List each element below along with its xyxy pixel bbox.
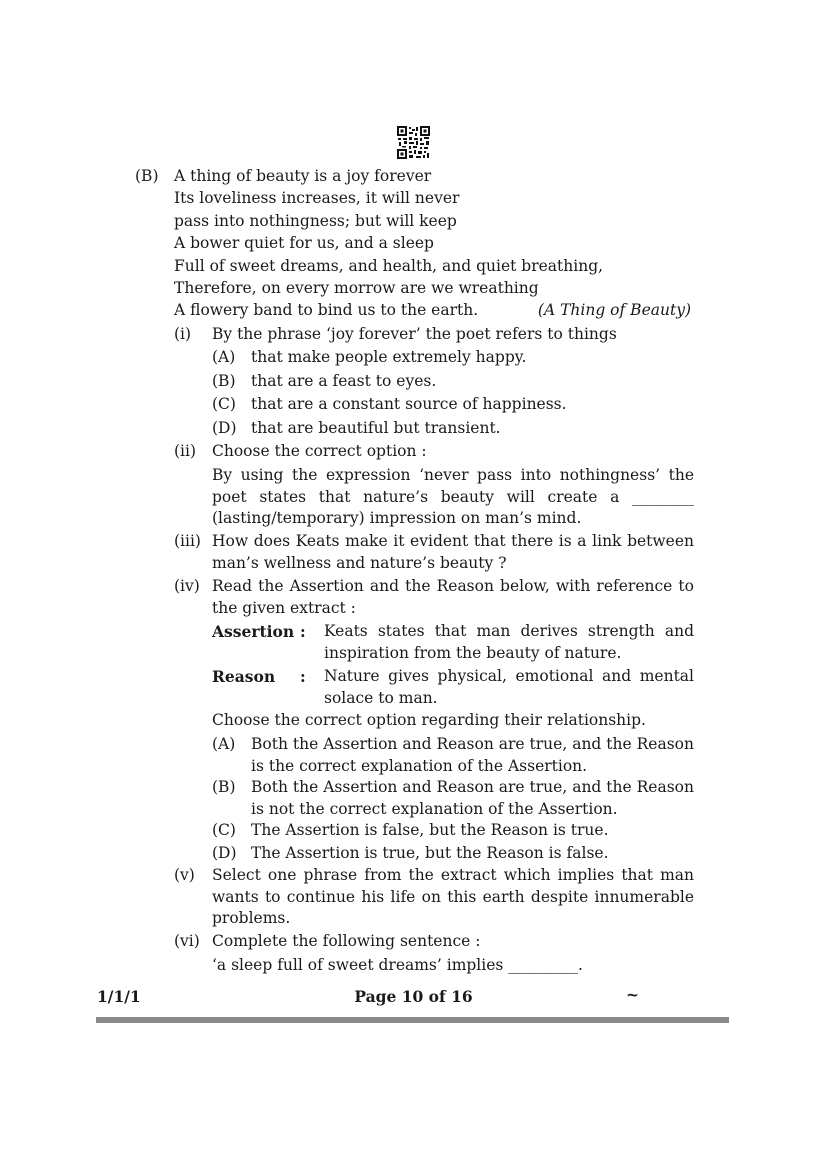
option-label: (D): [212, 844, 237, 862]
footer-mark: ~: [626, 985, 639, 1004]
option-label: (A): [212, 348, 236, 366]
footer-divider: [96, 1017, 729, 1023]
option-label: (B): [212, 778, 236, 796]
option-text: that are a feast to eyes.: [251, 372, 437, 390]
question-number: (iv): [174, 577, 200, 595]
option-text: that make people extremely happy.: [251, 348, 527, 366]
question-text: Select one phrase from the extract which implies that man wants to continue his life on this earth despite innumerable problems.: [212, 866, 694, 927]
poem-line: A flowery band to bind us to the earth.: [174, 301, 479, 319]
page-number: Page 10 of 16: [354, 987, 473, 1006]
reason-label: Reason: [212, 667, 276, 686]
option-text: The Assertion is true, but the Reason is false.: [251, 844, 609, 862]
question-instruction: Choose the correct option regarding their relationship.: [212, 711, 646, 729]
question-text: How does Keats make it evident that there is a link between man’s wellness and nature’s beauty ?: [212, 532, 694, 572]
question-number: (ii): [174, 442, 197, 460]
question-body: ‘a sleep full of sweet dreams’ implies _________.: [212, 956, 583, 974]
option-text: Both the Assertion and Reason are true, and the Reason is the correct explanation of the Assertion.: [251, 735, 694, 775]
option-text: The Assertion is false, but the Reason is true.: [251, 821, 609, 839]
poem-line: pass into nothingness; but will keep: [174, 212, 457, 230]
assertion-text: Keats states that man derives strength and inspiration from the beauty of nature.: [324, 622, 694, 662]
poem-line: Its loveliness increases, it will never: [174, 189, 460, 207]
option-label: (D): [212, 419, 237, 437]
option-label: (C): [212, 821, 236, 839]
option-text: Both the Assertion and Reason are true, and the Reason is not the correct explanation of the Assertion.: [251, 778, 694, 818]
option-text: that are beautiful but transient.: [251, 419, 501, 437]
option-text: that are a constant source of happiness.: [251, 395, 567, 413]
poem-line: A bower quiet for us, and a sleep: [174, 234, 434, 252]
paper-code: 1/1/1: [97, 987, 141, 1006]
reason-colon: :: [300, 667, 306, 686]
question-text: Complete the following sentence :: [212, 932, 481, 950]
reason-text: Nature gives physical, emotional and mental solace to man.: [324, 667, 694, 707]
option-label: (A): [212, 735, 236, 753]
question-text: Read the Assertion and the Reason below, with reference to the given extract :: [212, 577, 694, 617]
option-label: (C): [212, 395, 236, 413]
question-body: By using the expression ‘never pass into nothingness’ the poet states that nature’s beauty will create a ________ (lasting/temporary) impression on man’s mind.: [212, 466, 694, 527]
question-number: (vi): [174, 932, 200, 950]
poem-source: (A Thing of Beauty): [537, 301, 691, 319]
question-number: (v): [174, 866, 195, 884]
question-text: Choose the correct option :: [212, 442, 427, 460]
poem-line: Therefore, on every morrow are we wreathing: [174, 279, 539, 297]
assertion-colon: :: [300, 622, 306, 641]
poem-line: Full of sweet dreams, and health, and quiet breathing,: [174, 257, 604, 275]
question-number: (i): [174, 325, 192, 343]
poem-line: A thing of beauty is a joy forever: [174, 167, 432, 185]
section-label: (B): [135, 167, 159, 185]
qr-code-icon: [397, 126, 430, 159]
question-number: (iii): [174, 532, 201, 550]
option-label: (B): [212, 372, 236, 390]
question-text: By the phrase ‘joy forever’ the poet refers to things: [212, 325, 617, 343]
assertion-label: Assertion: [212, 622, 295, 641]
